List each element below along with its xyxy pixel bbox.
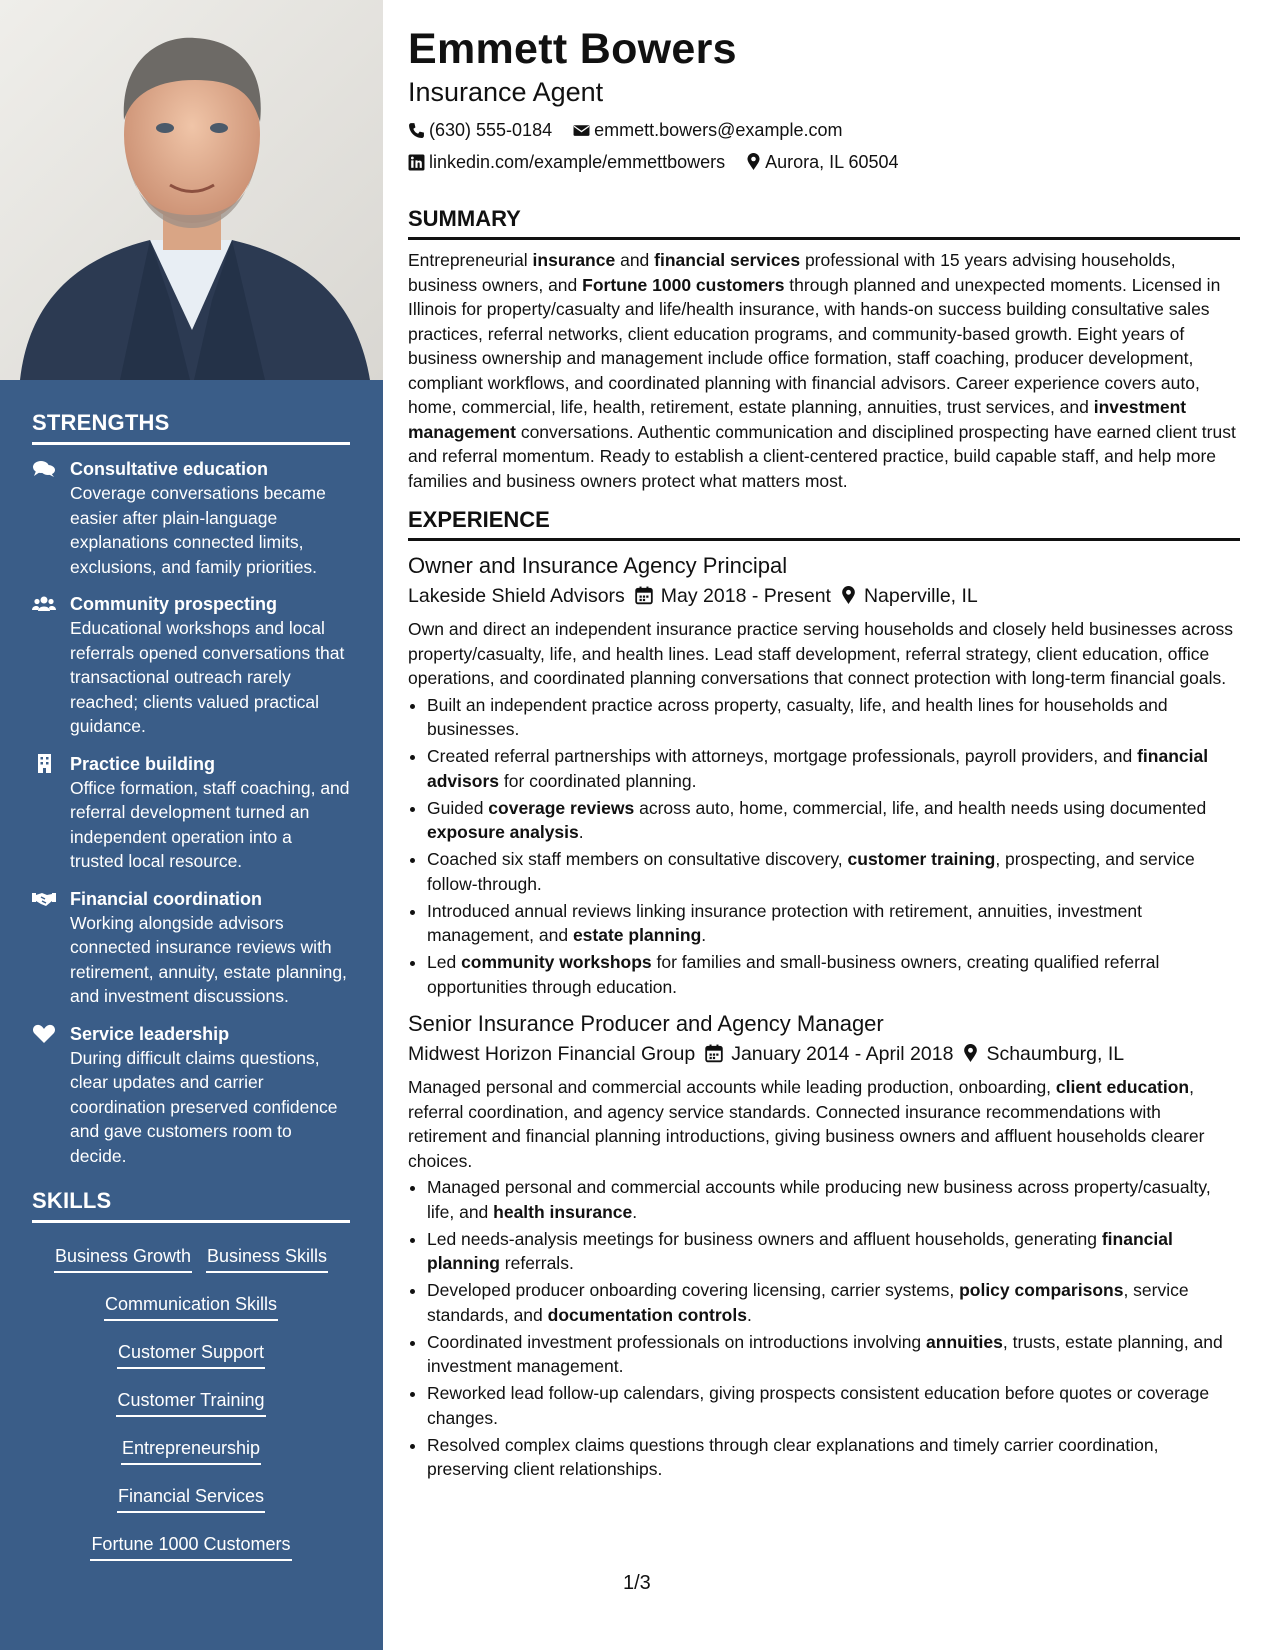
map-pin-icon	[963, 1044, 978, 1063]
skills-list	[32, 1235, 350, 1571]
job-meta	[408, 1039, 1240, 1069]
emphasis-text: community workshops	[461, 952, 652, 972]
job-bullet: • Led needs-analysis meetings for business owners and affluent households, generating financial planning referrals.	[427, 1227, 1240, 1276]
job-meta	[408, 581, 1240, 611]
job-bullet: • Coached six staff members on consultative discovery, customer training, prospecting, and service follow-through.	[427, 847, 1240, 896]
chat-bubbles-icon	[32, 459, 56, 479]
calendar-icon	[635, 586, 653, 605]
strength-item	[32, 1022, 350, 1169]
emphasis-text: investment management	[408, 397, 1187, 442]
job-bullet: • Reworked lead follow-up calendars, giving prospects consistent education before quotes or coverage changes.	[427, 1381, 1240, 1430]
job-bullet: • Created referral partnerships with attorneys, mortgage professionals, payroll providers, and financial advisors for coordinated planning.	[427, 744, 1240, 793]
emphasis-text: coverage reviews	[488, 797, 635, 818]
skill-tag: Entrepreneurship	[121, 1432, 261, 1465]
strength-title: Community prospecting	[70, 594, 278, 614]
job-bullet: • Guided coverage reviews across auto, home, commercial, life, and health needs using documented exposure analysis.	[427, 796, 1240, 845]
linkedin-icon	[408, 154, 425, 171]
skills-heading: SKILLS	[32, 1188, 350, 1223]
strength-title: Financial coordination	[70, 888, 263, 909]
job-bullet: • Built an independent practice across property, casualty, life, and health lines for households and businesses.	[427, 693, 1240, 742]
strength-item	[32, 752, 350, 874]
strength-item	[32, 457, 350, 579]
job-bullet: • Led community workshops for families and small-business owners, creating qualified referral opportunities through education.	[427, 950, 1240, 999]
emphasis-text: customer training	[847, 849, 996, 869]
skill-tag: Fortune 1000 Customers	[90, 1528, 291, 1561]
skill-tag: Financial Services	[117, 1480, 265, 1513]
phone-icon	[408, 122, 425, 139]
strength-description: During difficult claims questions, clear updates and carrier coordination preserved confidence and gave customers room to decide.	[70, 1047, 338, 1166]
page-number: 1/3	[623, 1572, 651, 1594]
handshake-icon	[32, 889, 56, 909]
emphasis-text: exposure analysis	[427, 822, 579, 842]
skill-tag: Business Skills	[206, 1240, 328, 1273]
emphasis-text: Fortune 1000 customers	[582, 274, 785, 295]
job-bullet: • Introduced annual reviews linking insurance protection with retirement, annuities, investment management, and estate planning.	[427, 899, 1240, 948]
strength-title: Service leadership	[70, 1023, 230, 1044]
contact-location	[746, 146, 898, 178]
location-text: Aurora, IL 60504	[765, 152, 899, 172]
building-icon	[32, 754, 56, 774]
job-summary: Managed personal and commercial accounts while leading production, onboarding, client education, referral coordination, and agency service standards. Connected insurance recommendations with retirement and financial planning introductions, giving business owners and affluent households clearer choices.	[408, 1077, 1205, 1171]
strength-description: Office formation, staff coaching, and referral development turned an independent operation into a trusted local resource.	[70, 777, 350, 871]
strength-item	[32, 887, 350, 1009]
skill-tag: Communication Skills	[104, 1288, 278, 1321]
email-text: emmett.bowers@example.com	[594, 120, 843, 140]
job-bullet: • Managed personal and commercial accounts while producing new business across property/casualty, life, and health insurance.	[427, 1175, 1240, 1224]
calendar-icon	[705, 1044, 723, 1063]
contact-email[interactable]	[573, 114, 842, 146]
heart-icon	[32, 1024, 56, 1044]
contact-info	[408, 114, 1240, 178]
strength-item	[32, 592, 350, 739]
job-location: Naperville, IL	[863, 585, 978, 607]
summary-text: Entrepreneurial insurance and financial services professional with 15 years advising households, business owners, and Fortune 1000 customers through planned and unexpected moments. Licensed in Illinois for property/casualty and life/health insurance, with hands-on success building consultative sales practices, referral networks, client education programs, and community-based growth. Eight years of business ownership and management include office formation, staff coaching, producer development, compliant workflows, and coordinated planning with financial advisors. Career experience covers auto, home, commercial, life, health, retirement, estate planning, annuities, trust services, and investment management conversations. Authentic communication and disciplined prospecting have earned client trust and referral momentum. Ready to establish a client-centered practice, build capable staff, and help more families and business owners protect what matters most.	[408, 250, 1236, 491]
company-name: Lakeside Shield Advisors	[408, 585, 625, 607]
job-bullets	[408, 693, 1240, 1000]
candidate-title: Insurance Agent	[408, 77, 604, 107]
strength-description: Coverage conversations became easier after plain-language explanations connected limits, exclusions, and family priorities.	[70, 483, 326, 577]
emphasis-text: financial advisors	[427, 746, 1209, 791]
strength-description: Working alongside advisors connected insurance reviews with retirement, annuity, estate planning, and investment discussions.	[70, 912, 347, 1006]
company-name: Midwest Horizon Financial Group	[408, 1043, 696, 1065]
strengths-heading: STRENGTHS	[32, 410, 350, 445]
job-bullets	[408, 1175, 1240, 1482]
job-location: Schaumburg, IL	[986, 1043, 1125, 1065]
job-entry	[408, 551, 1240, 999]
job-bullet: • Resolved complex claims questions through clear explanations and timely carrier coordination, preserving client relationships.	[427, 1433, 1240, 1482]
experience-heading: EXPERIENCE	[408, 507, 1240, 541]
map-pin-icon	[746, 153, 761, 171]
contact-phone	[408, 114, 552, 146]
users-group-icon	[32, 594, 56, 614]
job-title: Owner and Insurance Agency Principal	[408, 553, 788, 578]
profile-photo	[0, 0, 383, 380]
job-bullet: • Coordinated investment professionals on introductions involving annuities, trusts, estate planning, and investment management.	[427, 1330, 1240, 1379]
strength-title: Practice building	[70, 753, 216, 774]
job-entry	[408, 1009, 1240, 1482]
skill-tag: Customer Training	[116, 1384, 265, 1417]
portrait-image	[0, 0, 383, 380]
skill-tag: Customer Support	[117, 1336, 265, 1369]
strength-description: Educational workshops and local referrals opened conversations that transactional outreach rarely reached; clients valued practical guidance.	[70, 618, 345, 736]
job-dates: May 2018 - Present	[660, 585, 831, 607]
phone-text: (630) 555-0184	[429, 120, 553, 140]
job-dates: January 2014 - April 2018	[731, 1043, 954, 1065]
emphasis-text: financial planning	[427, 1228, 1173, 1273]
job-bullet: • Developed producer onboarding covering licensing, carrier systems, policy comparisons, service standards, and documentation controls.	[427, 1278, 1240, 1327]
emphasis-text: documentation controls	[547, 1304, 747, 1325]
emphasis-text: insurance	[532, 250, 616, 270]
job-summary: Own and direct an independent insurance practice serving households and closely held businesses across property/casualty, life, and health lines. Lead staff development, referral strategy, client education, office operations, and coordinated planning conversations that connect protection with long-term financial goals.	[408, 619, 1233, 688]
skill-tag: Business Growth	[54, 1240, 192, 1273]
sidebar-content	[32, 410, 350, 1571]
emphasis-text: health insurance	[493, 1201, 633, 1222]
contact-linkedin[interactable]	[408, 146, 725, 178]
main-content	[408, 22, 1240, 1484]
emphasis-text: annuities	[926, 1331, 1003, 1352]
strength-title: Consultative education	[70, 459, 269, 479]
candidate-name: Emmett Bowers	[408, 25, 737, 73]
job-title: Senior Insurance Producer and Agency Manager	[408, 1011, 884, 1036]
emphasis-text: financial services	[654, 250, 801, 270]
linkedin-text: linkedin.com/example/emmettbowers	[429, 152, 726, 172]
envelope-icon	[573, 122, 590, 139]
map-pin-icon	[841, 586, 856, 605]
emphasis-text: policy comparisons	[959, 1280, 1124, 1300]
emphasis-text: client education	[1055, 1077, 1190, 1097]
summary-heading: SUMMARY	[408, 206, 1240, 240]
emphasis-text: estate planning	[572, 925, 702, 945]
sidebar	[0, 0, 383, 1650]
